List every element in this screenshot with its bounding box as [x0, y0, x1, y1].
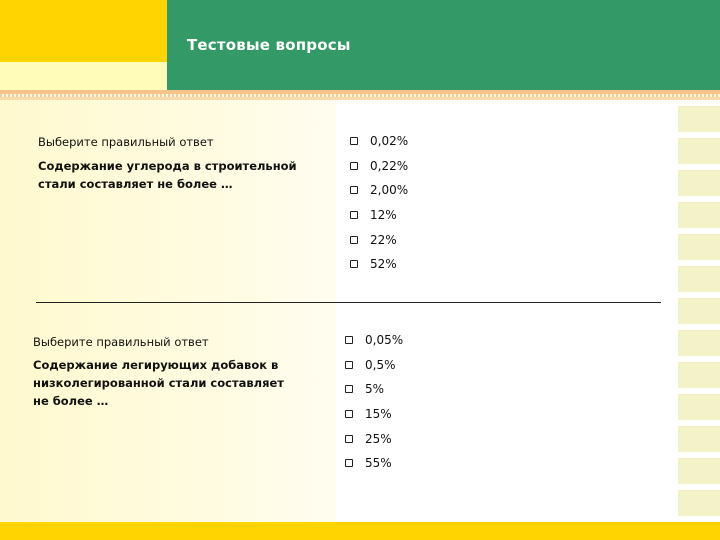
decor-bar: [678, 394, 720, 420]
answer-option[interactable]: 52%: [350, 252, 408, 277]
decor-bar: [678, 458, 720, 484]
decor-bar: [678, 202, 720, 228]
question-1-instruction: Выберите правильный ответ: [38, 135, 214, 149]
section-divider: [36, 302, 661, 303]
footer-bar: [0, 522, 720, 540]
header-yellow-block: [0, 0, 167, 62]
answer-option[interactable]: 15%: [345, 402, 403, 427]
answer-option[interactable]: 0,5%: [345, 353, 403, 378]
question-1-line: Содержание углерода в строительной: [38, 159, 297, 173]
decor-bar: [678, 170, 720, 196]
question-1-line: стали составляет не более …: [38, 177, 233, 191]
question-2-options: [345, 328, 403, 476]
checkbox-icon[interactable]: [345, 336, 353, 344]
answer-option[interactable]: 0,02%: [350, 129, 408, 154]
question-2-line: не более …: [33, 394, 109, 408]
question-1-options: [350, 129, 408, 277]
question-2-line: Содержание легирующих добавок в: [33, 358, 279, 372]
header-pale-block: [0, 62, 167, 90]
checkbox-icon[interactable]: [350, 137, 358, 145]
checkbox-icon[interactable]: [350, 162, 358, 170]
decor-bar: [678, 330, 720, 356]
checkbox-icon[interactable]: [350, 186, 358, 194]
decor-bar: [678, 138, 720, 164]
checkbox-icon[interactable]: [345, 361, 353, 369]
decor-bar: [678, 266, 720, 292]
right-decor-column: [678, 100, 720, 522]
decor-bar: [678, 298, 720, 324]
question-2-line: низколегированной стали составляет: [33, 376, 284, 390]
question-1-text: [38, 157, 297, 193]
decor-bar: [678, 106, 720, 132]
checkbox-icon[interactable]: [345, 385, 353, 393]
checkbox-icon[interactable]: [350, 260, 358, 268]
checkbox-icon[interactable]: [345, 410, 353, 418]
decor-bar: [678, 426, 720, 452]
answer-option[interactable]: 0,22%: [350, 154, 408, 179]
page-title: Тестовые вопросы: [187, 36, 351, 54]
answer-option[interactable]: 5%: [345, 377, 403, 402]
answer-option[interactable]: 0,05%: [345, 328, 403, 353]
answer-option[interactable]: 25%: [345, 426, 403, 451]
answer-option[interactable]: 22%: [350, 227, 408, 252]
checkbox-icon[interactable]: [350, 211, 358, 219]
decor-bar: [678, 490, 720, 516]
answer-option[interactable]: 12%: [350, 203, 408, 228]
checkbox-icon[interactable]: [345, 459, 353, 467]
question-2-text: [33, 356, 284, 410]
checkbox-icon[interactable]: [345, 435, 353, 443]
question-2-instruction: Выберите правильный ответ: [33, 335, 209, 349]
decor-bar: [678, 362, 720, 388]
decor-bar: [678, 234, 720, 260]
answer-option[interactable]: 55%: [345, 451, 403, 476]
answer-option[interactable]: 2,00%: [350, 178, 408, 203]
checkbox-icon[interactable]: [350, 236, 358, 244]
